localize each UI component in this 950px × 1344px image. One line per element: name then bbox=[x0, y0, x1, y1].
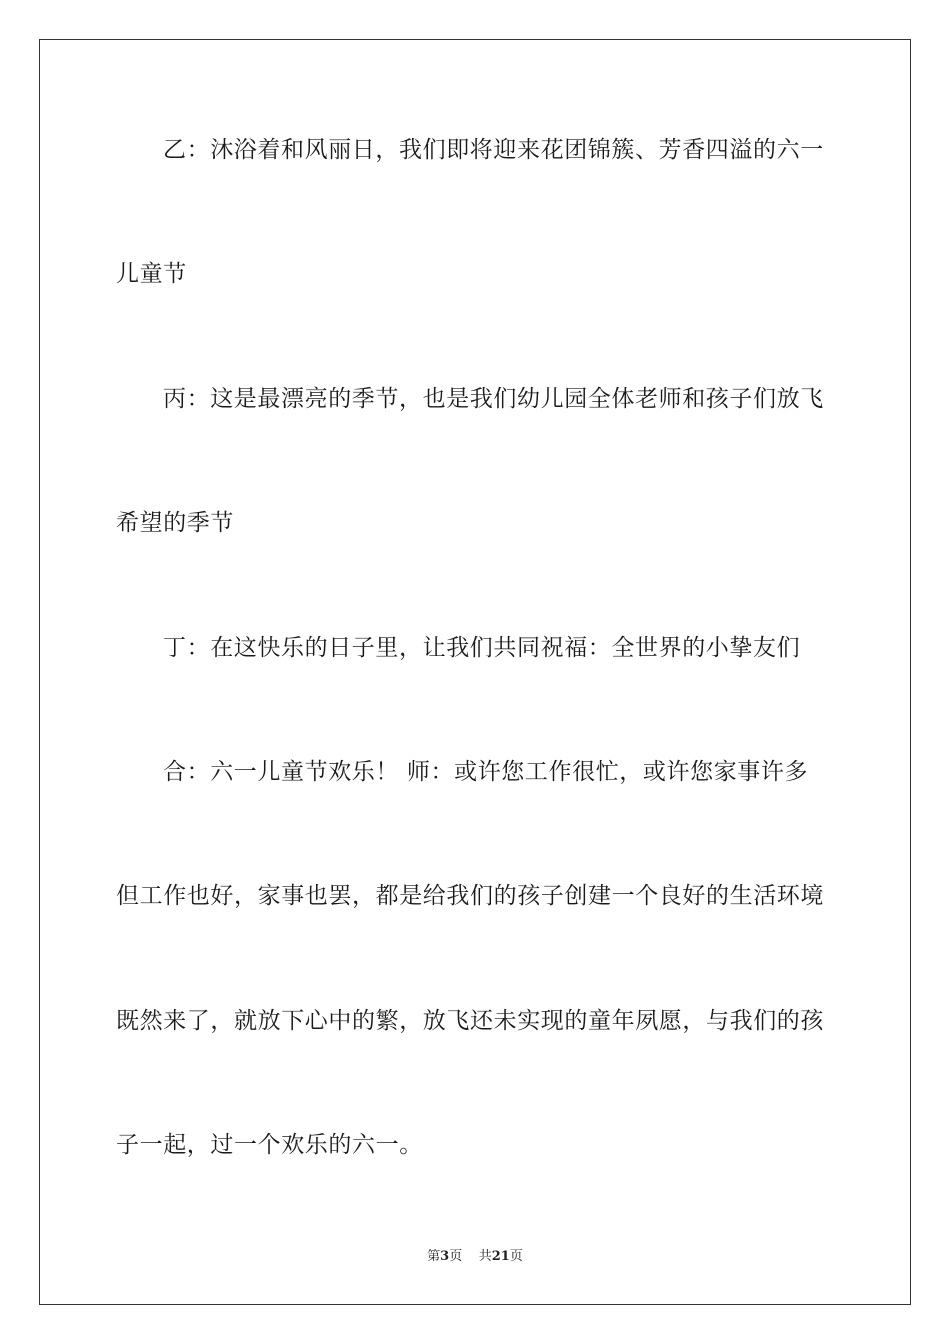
paragraph-line: 子一起，过一个欢乐的六一。 bbox=[116, 1132, 423, 1158]
paragraph-line: 但工作也好，家事也罢，都是给我们的孩子创建一个良好的生活环境 bbox=[116, 883, 824, 909]
paragraph-line: 既然来了，就放下心中的繁，放飞还未实现的童年夙愿，与我们的孩 bbox=[116, 1008, 824, 1034]
paragraph-line: 希望的季节 bbox=[116, 510, 234, 536]
paragraph-line: 丁：在这快乐的日子里，让我们共同祝福：全世界的小挚友们 bbox=[163, 635, 801, 661]
footer-page-prefix: 第 bbox=[427, 1249, 441, 1264]
footer-total-pages: 21 bbox=[491, 1249, 510, 1264]
paragraph-line: 丙：这是最漂亮的季节，也是我们幼儿园全体老师和孩子们放飞 bbox=[163, 386, 824, 412]
paragraph-line: 乙：沐浴着和风丽日，我们即将迎来花团锦簇、芳香四溢的六一 bbox=[163, 137, 824, 163]
footer-total-prefix: 共 bbox=[478, 1249, 492, 1264]
footer-total-suffix: 页 bbox=[509, 1249, 523, 1264]
page-border bbox=[39, 39, 911, 1305]
footer-page-suffix: 页 bbox=[449, 1249, 463, 1264]
footer-page-number: 3 bbox=[440, 1249, 450, 1264]
page-footer bbox=[0, 1248, 950, 1266]
paragraph-line: 合：六一儿童节欢乐！ 师：或许您工作很忙，或许您家事许多 bbox=[163, 759, 809, 785]
paragraph-line: 儿童节 bbox=[116, 261, 187, 287]
